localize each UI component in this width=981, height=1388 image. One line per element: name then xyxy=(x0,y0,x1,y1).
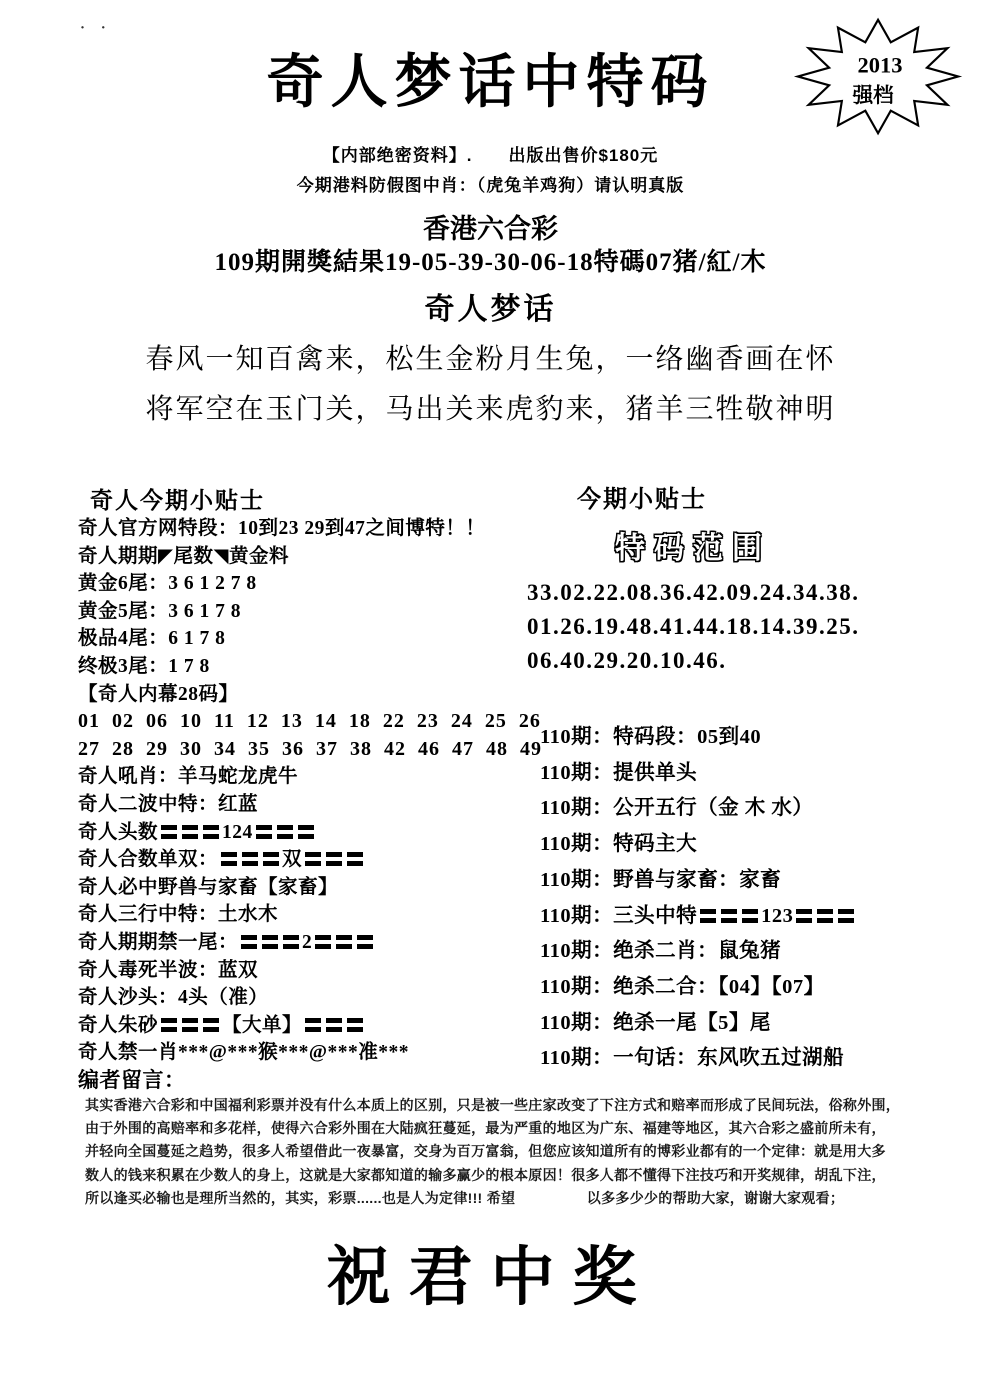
tip-value: 2 xyxy=(302,931,313,953)
dream-section-title: 奇人梦话 xyxy=(424,293,557,326)
tip-value: 123 xyxy=(761,904,794,927)
black-bars-icon xyxy=(796,909,854,923)
tip-line-sand-head: 奇人沙头：4头（准） xyxy=(78,987,269,1009)
blessing-text: 祝君中奖 xyxy=(326,1242,655,1313)
right-tips-column xyxy=(505,486,977,1077)
tip-text: 110期：三头中特 xyxy=(540,904,698,927)
period-line: 110期：绝杀二合：【04】【07】 xyxy=(540,975,825,998)
right-tips-heading: 今期小贴士 xyxy=(577,487,707,513)
period-110-list xyxy=(540,720,977,1077)
period-line: 110期：公开五行（金 木 水） xyxy=(540,797,814,820)
period-line: 110期：绝杀一尾【5】尾 xyxy=(540,1011,771,1034)
black-bars-icon xyxy=(700,909,758,923)
period-line: 110期：特码段：05到40 xyxy=(540,726,762,748)
tip-line-three-elements: 奇人三行中特：土水木 xyxy=(78,904,279,926)
tip-line-ban-zodiac: 奇人禁一肖***@***猴***@***准*** xyxy=(78,1042,410,1064)
editor-note-line: 由于外围的高赔率和多花样，使得六合彩外围在大陆疯狂蔓延，最为严重的地区为广东、福建等地区，其六合彩之盛前所未有， xyxy=(85,1120,886,1137)
black-bars-icon xyxy=(241,935,299,949)
tip-line-top4: 极品4尾：6 1 7 8 xyxy=(78,628,226,650)
lottery-name: 香港六合彩 xyxy=(423,214,558,244)
left-tips-heading: 奇人今期小贴士 xyxy=(90,488,265,513)
editor-note-paragraph xyxy=(85,1094,930,1210)
editor-note-line: 其实香港六合彩和中国福利彩票并没有什么本质上的区别，只是被一些庄家改变了下注方式和赔率而形成了民间玩法，俗称外围， xyxy=(85,1097,901,1113)
black-bars-icon xyxy=(305,1018,363,1032)
special-code-range-numbers xyxy=(505,576,977,678)
period-line: 110期：野兽与家畜：家畜 xyxy=(540,868,782,891)
poem-line-2: 将军空在玉门关，马出关来虎豹来，猪羊三牲敬神明 xyxy=(145,394,836,425)
black-bars-icon xyxy=(161,825,219,839)
tip-line-gold6: 黄金6尾：3 6 1 2 7 8 xyxy=(78,573,257,595)
tip-text: 奇人期期禁一尾： xyxy=(78,931,239,953)
badge-year: 2013 xyxy=(857,52,903,78)
tip-line-official-range: 奇人官方网特段：10到23 29到47之间博特！！ xyxy=(78,518,486,539)
tip-value: 124 xyxy=(222,821,253,843)
range-numbers-row: 33.02.22.08.36.42.09.24.34.38. xyxy=(527,580,860,605)
black-bars-icon xyxy=(256,825,314,839)
black-bars-icon xyxy=(305,852,363,866)
tip-text: 奇人头数 xyxy=(78,821,159,843)
tip-line-beast-domestic: 奇人必中野兽与家畜【家畜】 xyxy=(78,876,339,898)
tip-line-tail-gold: 奇人期期◤尾数◥黄金料 xyxy=(78,545,289,567)
page-title: 奇人梦话中特码 xyxy=(266,49,715,115)
left-tips-column xyxy=(78,486,542,1094)
editor-note-line: 所以逢买必输也是理所当然的，其实，彩票......也是人为定律!!! 希望 以多多少少的帮助大家，谢谢大家观看； xyxy=(85,1189,845,1206)
period-line: 110期：绝杀二肖：鼠兔猪 xyxy=(540,940,782,963)
range-numbers-row: 06.40.29.20.10.46. xyxy=(527,648,727,673)
editor-note-label: 编者留言： xyxy=(78,1067,186,1092)
tip-line-poison-halfwave: 奇人毒死半波：蓝双 xyxy=(78,959,259,981)
tip-line-ban-tail xyxy=(78,929,530,957)
period-line: 110期：提供单头 xyxy=(540,761,698,784)
codes-row-1: 01 02 06 10 11 12 13 14 18 22 23 24 25 26 xyxy=(78,710,541,733)
editor-note-line: 数人的钱来积累在少数人的身上，这就是大家都知道的输多赢少的根本原因！很多人都不懂得下注技巧和开奖规律，胡乱下注， xyxy=(85,1166,886,1183)
tip-line-final3: 终极3尾：1 7 8 xyxy=(78,655,210,677)
black-bars-icon xyxy=(221,852,279,866)
codes-row-2: 27 28 29 30 34 35 36 37 38 42 46 47 48 49 xyxy=(78,737,542,760)
tip-line-two-wave: 奇人二波中特：红蓝 xyxy=(78,793,259,815)
anti-fake-line: 今期港料防假图中肖：（虎兔羊鸡狗）请认明真版 xyxy=(296,176,685,195)
badge-label: 强档 xyxy=(852,84,894,107)
period-line: 110期：一句话：东风吹五过湖船 xyxy=(540,1047,845,1070)
tip-line-sum-odd-even xyxy=(78,846,530,874)
scan-corner-marks: · · xyxy=(80,20,112,36)
tip-text: 奇人朱砂 xyxy=(78,1014,159,1036)
black-bars-icon xyxy=(315,935,373,949)
tip-line-roar-zodiac: 奇人吼肖：羊马蛇龙虎牛 xyxy=(78,766,299,788)
special-code-range-title: 特码范围 xyxy=(615,532,771,565)
inside-info-price-line: 【内部绝密资料】. 出版出售价$180元 xyxy=(322,146,659,165)
black-bars-icon xyxy=(161,1018,219,1032)
tip-text: 奇人合数单双： xyxy=(78,849,219,871)
range-numbers-row: 01.26.19.48.41.44.18.14.39.25. xyxy=(527,614,860,639)
starburst-badge xyxy=(792,14,968,140)
tip-line-head-count xyxy=(78,819,530,847)
draw-result-line: 109期開獎結果19-05-39-30-06-18特碼07猪/紅/木 xyxy=(214,249,767,276)
tip-line-gold5: 黄金5尾：3 6 1 7 8 xyxy=(78,600,242,622)
tip-value: 双 xyxy=(282,849,303,871)
period-line: 110期：特码主大 xyxy=(540,833,698,856)
period-line-three-head xyxy=(540,899,977,935)
poem-line-1: 春风一知百禽来，松生金粉月生兔，一络幽香画在怀 xyxy=(145,344,836,375)
tip-line-cinnabar xyxy=(78,1012,530,1040)
tip-value: 【大单】 xyxy=(222,1014,303,1036)
tip-line-inside28: 【奇人内幕28码】 xyxy=(78,683,239,705)
editor-note-line: 并轻向全国蔓延之趋势，很多人希望借此一夜暴富，交身为百万富翁，但您应该知道所有的博彩业都有的一个定律：就是用大多 xyxy=(85,1143,886,1160)
